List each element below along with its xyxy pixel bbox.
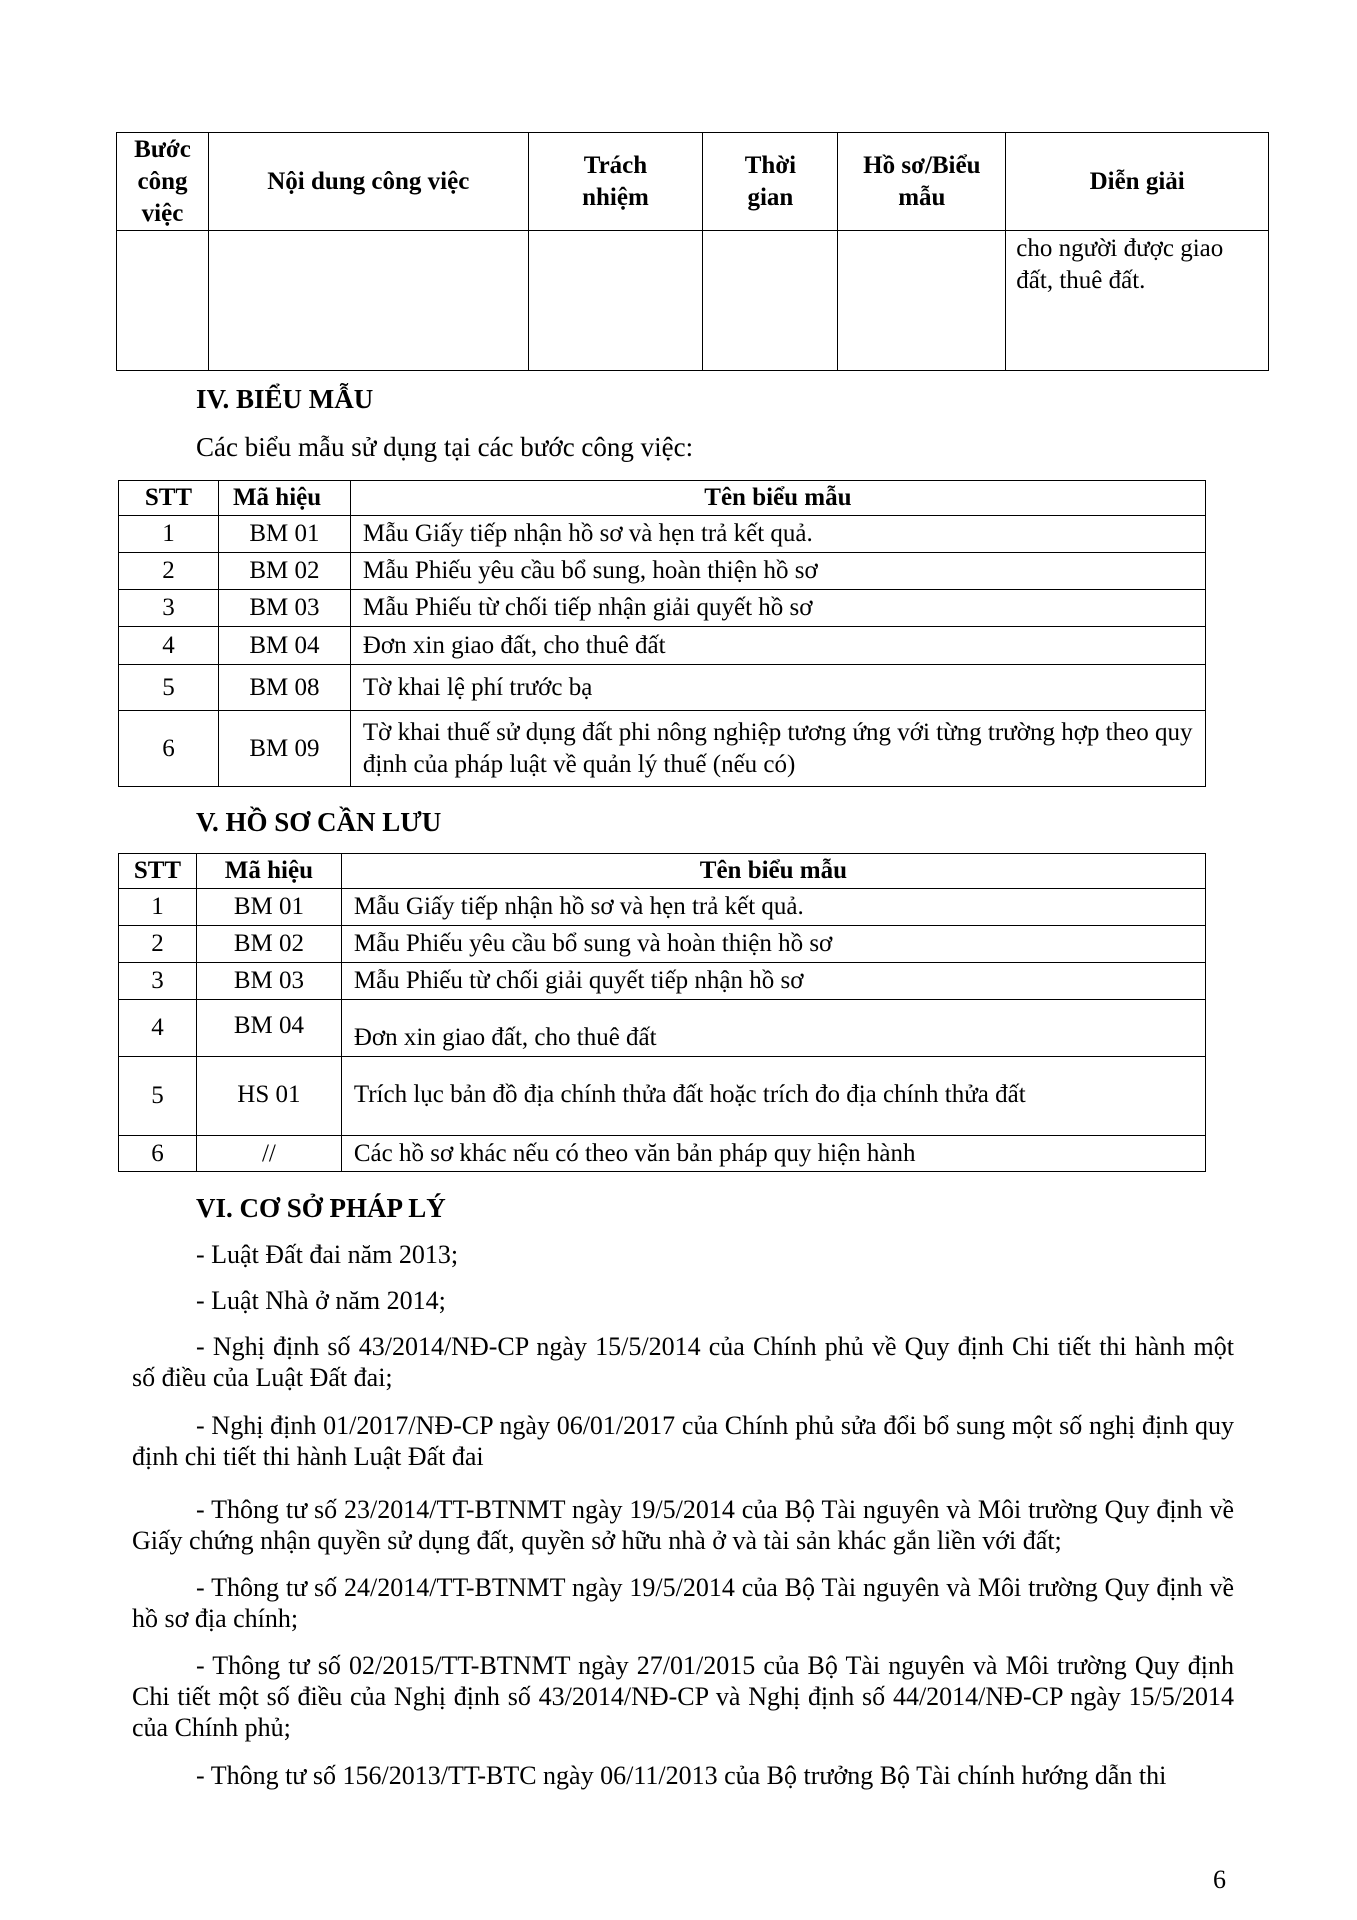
legal-item: - Luật Nhà ở năm 2014; xyxy=(196,1286,446,1315)
section-6-title: VI. CƠ SỞ PHÁP LÝ xyxy=(196,1193,446,1223)
code-cell: BM 02 xyxy=(218,553,350,590)
name-cell: Mẫu Phiếu yêu cầu bổ sung, hoàn thiện hồ sơ xyxy=(350,553,1205,590)
code-cell: BM 09 xyxy=(218,711,350,787)
explanation-cell: cho người được giao đất, thuê đất. xyxy=(1006,231,1269,371)
header-responsibility: Trách nhiệm xyxy=(528,133,703,231)
table-row xyxy=(119,1057,1206,1136)
code-cell: // xyxy=(196,1136,341,1172)
header-code: Mã hiệu xyxy=(196,854,341,889)
name-cell: Đơn xin giao đất, cho thuê đất xyxy=(341,1000,1205,1057)
records-table-header xyxy=(119,854,1206,889)
name-cell: Trích lục bản đồ địa chính thửa đất hoặc trích đo địa chính thửa đất xyxy=(341,1057,1205,1136)
code-cell: HS 01 xyxy=(196,1057,341,1136)
forms-table-header xyxy=(119,481,1206,516)
process-table-header xyxy=(117,133,1269,231)
header-name: Tên biểu mẫu xyxy=(341,854,1205,889)
code-cell: BM 04 xyxy=(218,627,350,665)
header-time: Thời gian xyxy=(703,133,838,231)
table-row xyxy=(119,926,1206,963)
name-cell: Các hồ sơ khác nếu có theo văn bản pháp quy hiện hành xyxy=(341,1136,1205,1172)
code-cell: BM 04 xyxy=(196,1000,341,1057)
stt-cell: 1 xyxy=(119,889,197,926)
stt-cell: 2 xyxy=(119,553,219,590)
legal-item: - Nghị định số 43/2014/NĐ-CP ngày 15/5/2014 của Chính phủ về Quy định Chi tiết thi hành một số điều của Luật Đất đai; xyxy=(132,1332,1234,1392)
stt-cell: 4 xyxy=(119,1000,197,1057)
name-cell: Tờ khai thuế sử dụng đất phi nông nghiệp tương ứng với từng trường hợp theo quy định của pháp luật về quản lý thuế (nếu có) xyxy=(350,711,1205,787)
code-cell: BM 03 xyxy=(218,590,350,627)
name-cell: Tờ khai lệ phí trước bạ xyxy=(350,665,1205,711)
code-cell: BM 08 xyxy=(218,665,350,711)
header-content: Nội dung công việc xyxy=(208,133,528,231)
process-table xyxy=(116,132,1269,371)
table-row xyxy=(119,963,1206,1000)
section-4-title: IV. BIỂU MẪU xyxy=(196,384,374,414)
page-number: 6 xyxy=(1213,1865,1226,1894)
name-cell: Mẫu Giấy tiếp nhận hồ sơ và hẹn trả kết quả. xyxy=(341,889,1205,926)
header-code: Mã hiệu xyxy=(218,481,350,516)
code-cell: BM 03 xyxy=(196,963,341,1000)
stt-cell: 6 xyxy=(119,1136,197,1172)
table-row xyxy=(117,231,1269,371)
legal-item: - Thông tư số 02/2015/TT-BTNMT ngày 27/01/2015 của Bộ Tài nguyên và Môi trường Quy định Chi tiết một số điều của Nghị định số 43/2014/NĐ-CP và Nghị định số 44/2014/NĐ-CP ngày 15/5/2014 của Chính phủ; xyxy=(132,1651,1234,1742)
legal-item: - Thông tư số 23/2014/TT-BTNMT ngày 19/5/2014 của Bộ Tài nguyên và Môi trường Quy định về Giấy chứng nhận quyền sử dụng đất, quyền sở hữu nhà ở và tài sản khác gắn liền với đất; xyxy=(132,1495,1234,1555)
table-row xyxy=(119,889,1206,926)
table-row xyxy=(119,711,1206,787)
header-stt: STT xyxy=(119,481,219,516)
header-explanation: Diễn giải xyxy=(1006,133,1269,231)
stt-cell: 3 xyxy=(119,963,197,1000)
header-step: Bước công việc xyxy=(117,133,209,231)
table-row xyxy=(119,627,1206,665)
stt-cell: 5 xyxy=(119,665,219,711)
header-forms: Hồ sơ/Biểu mẫu xyxy=(838,133,1006,231)
code-cell: BM 02 xyxy=(196,926,341,963)
code-cell: BM 01 xyxy=(218,516,350,553)
records-table xyxy=(118,853,1206,1172)
table-row xyxy=(119,1136,1206,1172)
stt-cell: 5 xyxy=(119,1057,197,1136)
stt-cell: 6 xyxy=(119,711,219,787)
legal-item: - Thông tư số 24/2014/TT-BTNMT ngày 19/5/2014 của Bộ Tài nguyên và Môi trường Quy định về hồ sơ địa chính; xyxy=(132,1573,1234,1633)
name-cell: Mẫu Phiếu từ chối giải quyết tiếp nhận hồ sơ xyxy=(341,963,1205,1000)
stt-cell: 4 xyxy=(119,627,219,665)
section-4-intro: Các biểu mẫu sử dụng tại các bước công việc: xyxy=(196,432,694,462)
header-stt: STT xyxy=(119,854,197,889)
table-row xyxy=(119,590,1206,627)
forms-table xyxy=(118,480,1206,787)
name-cell: Đơn xin giao đất, cho thuê đất xyxy=(350,627,1205,665)
table-row xyxy=(119,665,1206,711)
legal-item: - Thông tư số 156/2013/TT-BTC ngày 06/11/2013 của Bộ trưởng Bộ Tài chính hướng dẫn thi xyxy=(196,1761,1167,1790)
legal-item: - Nghị định 01/2017/NĐ-CP ngày 06/01/2017 của Chính phủ sửa đổi bổ sung một số nghị định quy định chi tiết thi hành Luật Đất đai xyxy=(132,1411,1234,1471)
stt-cell: 2 xyxy=(119,926,197,963)
name-cell: Mẫu Giấy tiếp nhận hồ sơ và hẹn trả kết quả. xyxy=(350,516,1205,553)
table-row xyxy=(119,1000,1206,1057)
name-cell: Mẫu Phiếu từ chối tiếp nhận giải quyết hồ sơ xyxy=(350,590,1205,627)
table-row xyxy=(119,516,1206,553)
code-cell: BM 01 xyxy=(196,889,341,926)
table-row xyxy=(119,553,1206,590)
legal-item: - Luật Đất đai năm 2013; xyxy=(196,1240,459,1269)
header-name: Tên biểu mẫu xyxy=(350,481,1205,516)
stt-cell: 1 xyxy=(119,516,219,553)
name-cell: Mẫu Phiếu yêu cầu bổ sung và hoàn thiện hồ sơ xyxy=(341,926,1205,963)
stt-cell: 3 xyxy=(119,590,219,627)
section-5-title: V. HỒ SƠ CẦN LƯU xyxy=(196,807,442,837)
